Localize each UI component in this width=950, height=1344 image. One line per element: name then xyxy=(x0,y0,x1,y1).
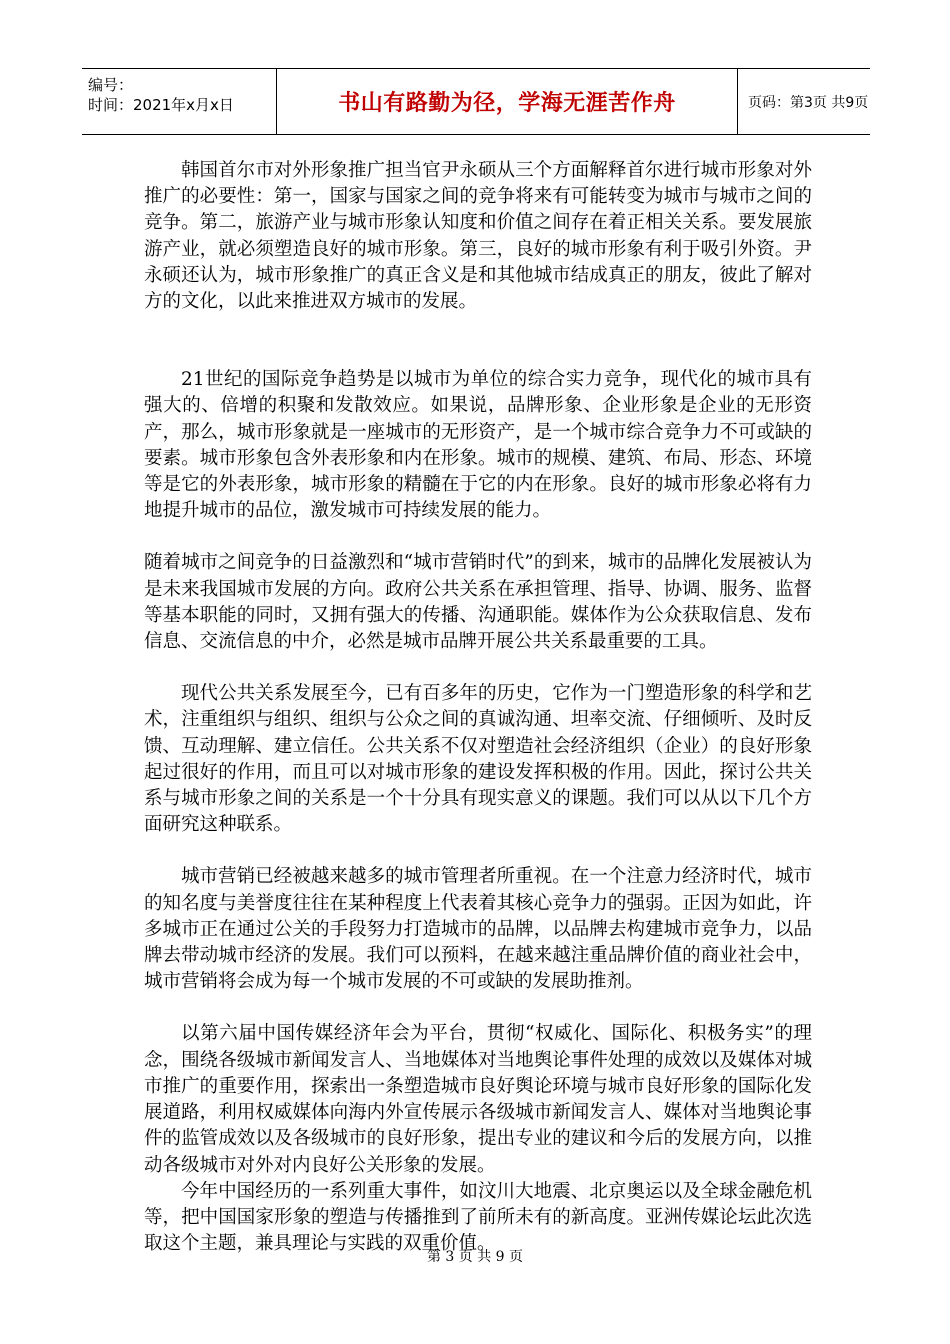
header-page-info: 页码：第3页 共9页 xyxy=(748,94,869,111)
paragraph: 现代公共关系发展至今，已有百多年的历史，它作为一门塑造形象的科学和艺术，注重组织与组织、组织与公众之间的真诚沟通、坦率交流、仔细倾听、及时反馈、互动理解、建立信任。公共关系不仅对塑造社会经济组织（企业）的良好形象起过很好的作用，而且可以对城市形象的建设发挥积极的作用。因此，探讨公共关系与城市形象之间的关系是一个十分具有现实意义的课题。我们可以从以下几个方面研究这种联系。 xyxy=(144,683,812,836)
header-motto-cell xyxy=(276,69,738,134)
paragraph: 21世纪的国际竞争趋势是以城市为单位的综合实力竞争，现代化的城市具有强大的、倍增的积聚和发散效应。如果说，品牌形象、企业形象是企业的无形资产，那么，城市形象就是一座城市的无形资产，是一个城市综合竞争力不可或缺的要素。城市形象包含外表形象和内在形象。城市的规模、建筑、布局、形态、环境等是它的外表形象，城市形象的精髓在于它的内在形象。良好的城市形象必将有力地提升城市的品位，激发城市可持续发展的能力。 xyxy=(144,369,812,522)
document-number: 编号： xyxy=(88,76,134,94)
page-header xyxy=(82,68,870,135)
header-motto: 书山有路勤为径，学海无涯苦作舟 xyxy=(338,91,676,116)
paragraph: 今年中国经历的一系列重大事件，如汶川大地震、北京奥运以及全球金融危机等，把中国国家形象的塑造与传播推到了前所未有的新高度。亚洲传媒论坛此次选取这个主题，兼具理论与实践的双重价值。 xyxy=(144,1180,812,1255)
document-body xyxy=(144,158,812,1257)
paragraph: 以第六届中国传媒经济年会为平台，贯彻“权威化、国际化、积极务实”的理念，围绕各级城市新闻发言人、当地媒体对当地舆论事件处理的成效以及媒体对城市推广的重要作用，探索出一条塑造城市良好舆论环境与城市良好形象的国际化发展道路，利用权威媒体向海内外宣传展示各级城市新闻发言人、媒体对当地舆论事件的监管成效以及各级城市的良好形象，提出专业的建议和今后的发展方向，以推动各级城市对外对内良好公关形象的发展。 xyxy=(144,1023,812,1176)
header-meta xyxy=(82,69,276,134)
paragraph: 随着城市之间竞争的日益激烈和“城市营销时代”的到来，城市的品牌化发展被认为是未来我国城市发展的方向。政府公共关系在承担管理、指导、协调、服务、监督等基本职能的同时，又拥有强大的传播、沟通职能。媒体作为公众获取信息、发布信息、交流信息的中介，必然是城市品牌开展公共关系最重要的工具。 xyxy=(144,552,812,653)
document-date: 时间：2021年x月x日 xyxy=(88,96,234,114)
page-footer: 第 3 页 共 9 页 xyxy=(426,1249,524,1265)
paragraph: 韩国首尔市对外形象推广担当官尹永硕从三个方面解释首尔进行城市形象对外推广的必要性：第一，国家与国家之间的竞争将来有可能转变为城市与城市之间的竞争。第二，旅游产业与城市形象认知度和价值之间存在着正相关关系。要发展旅游产业，就必须塑造良好的城市形象。第三，良好的城市形象有利于吸引外资。尹永硕还认为，城市形象推广的真正含义是和其他城市结成真正的朋友，彼此了解对方的文化，以此来推进双方城市的发展。 xyxy=(144,160,812,313)
paragraph: 城市营销已经被越来越多的城市管理者所重视。在一个注意力经济时代，城市的知名度与美誉度往往在某种程度上代表着其核心竞争力的强弱。正因为如此，许多城市正在通过公关的手段努力打造城市的品牌，以品牌去构建城市竞争力，以品牌去带动城市经济的发展。我们可以预料，在越来越注重品牌价值的商业社会中，城市营销将会成为每一个城市发展的不可或缺的发展助推剂。 xyxy=(144,866,812,993)
